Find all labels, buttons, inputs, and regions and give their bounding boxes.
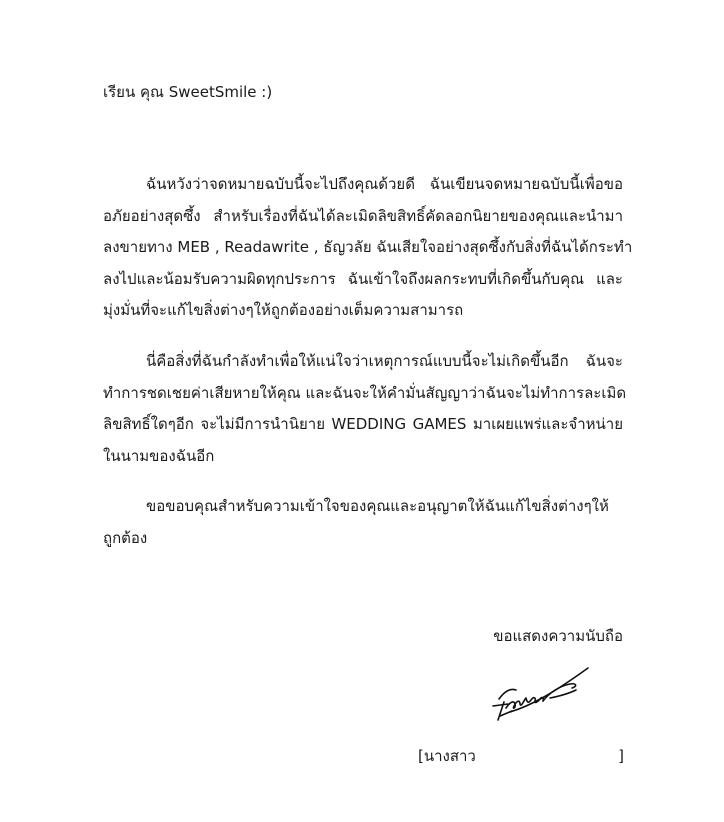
paragraph-line: มุ่งมั่นที่จะแก้ไขสิ่งต่างๆให้ถูกต้องอย่างเต็มความสามารถ <box>103 301 464 319</box>
paragraph-apology <box>103 169 633 327</box>
paragraph-remedy <box>103 346 627 472</box>
name-bracket-close: ] <box>618 747 624 765</box>
paragraph-line: ถูกต้อง <box>103 528 148 547</box>
salutation: เรียน คุณ SweetSmile :) <box>103 83 273 101</box>
paragraph-line: นี่คือสิ่งที่ฉันกำลังทำเพื่อให้แน่ใจว่าเหตุการณ์แบบนี้จะไม่เกิดขึ้นอีก ฉันจะ <box>146 352 623 370</box>
paragraph-line: ขอขอบคุณสำหรับความเข้าใจของคุณและอนุญาตให้ฉันแก้ไขสิ่งต่างๆให้ <box>146 497 609 515</box>
paragraph-line: ฉันหวังว่าจดหมายฉบับนี้จะไปถึงคุณด้วยดี ฉันเขียนจดหมายฉบับนี้เพื่อขอ <box>146 175 623 193</box>
signature-image <box>490 654 594 724</box>
paragraph-line: ลงขายทาง MEB , Readawrite , ธัญวลัย ฉันเสียใจอย่างสุดซึ้งกับสิ่งที่ฉันได้กระทำ <box>103 238 633 256</box>
closing-phrase: ขอแสดงความนับถือ <box>493 627 623 645</box>
paragraph-line: ลงไปและน้อมรับความผิดทุกประการ ฉันเข้าใจถึงผลกระทบที่เกิดขึ้นกับคุณ และ <box>103 269 623 288</box>
paragraph-thanks <box>103 491 623 554</box>
paragraph-line: ในนามของฉันอีก <box>103 446 215 465</box>
paragraph-line: ลิขสิทธิ์ใดๆอีก จะไม่มีการนำนิยาย WEDDING GAMES มาเผยแพร่และจำหน่าย <box>103 415 623 433</box>
paragraph-line: อภัยอย่างสุดซึ้ง สำหรับเรื่องที่ฉันได้ละเมิดลิขสิทธิ์คัดลอกนิยายของคุณและนำมา <box>103 206 623 225</box>
paragraph-line: ทำการชดเชยค่าเสียหายให้คุณ และฉันจะให้คำมั่นสัญญาว่าฉันจะไม่ทำการละเมิด <box>103 383 627 402</box>
name-prefix: [นางสาว <box>418 747 476 765</box>
